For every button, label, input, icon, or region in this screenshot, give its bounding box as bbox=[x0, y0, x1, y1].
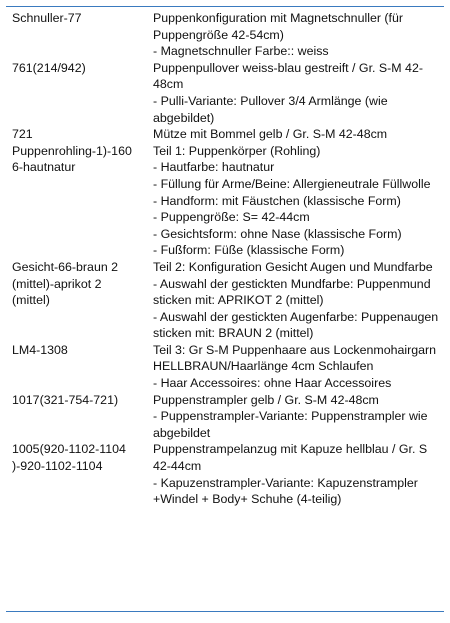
table-row bbox=[12, 10, 444, 60]
description-line: - Gesichtsform: ohne Nase (klassische Form) bbox=[153, 226, 402, 241]
description-line: - Handform: mit Fäustchen (klassische Form) bbox=[153, 193, 401, 208]
table-top-rule bbox=[6, 6, 444, 7]
description-line: - Kapuzenstrampler-Variante: Kapuzenstrampler +Windel + Body+ Schuhe (4-teilig) bbox=[153, 475, 418, 507]
description-line: Mütze mit Bommel gelb / Gr. S-M 42-48cm bbox=[153, 127, 388, 142]
item-description bbox=[153, 143, 443, 259]
item-code: Puppenrohling-1)-160 6-hautnatur bbox=[12, 143, 132, 175]
table-row bbox=[12, 60, 444, 126]
description-line: - Füllung für Arme/Beine: Allergieneutrale Füllwolle bbox=[153, 176, 431, 191]
item-description bbox=[153, 441, 443, 507]
order-items-table bbox=[12, 10, 444, 508]
item-code: 1017(321-754-721) bbox=[12, 392, 119, 407]
description-line: - Magnetschnuller Farbe:: weiss bbox=[153, 44, 329, 59]
item-code: 1005(920-1102-1104 )-920-1102-1104 bbox=[12, 442, 126, 474]
description-line: Puppenkonfiguration mit Magnetschnuller (für Puppengröße 42-54cm) bbox=[153, 11, 404, 42]
description-line: Teil 3: Gr S-M Puppenhaare aus Lockenmohairgarn HELLBRAUN/Haarlänge 4cm Schlaufen bbox=[153, 342, 437, 374]
description-line: - Auswahl der gestickten Mundfarbe: Puppenmund sticken mit: APRIKOT 2 (mittel) bbox=[153, 276, 431, 308]
table-row bbox=[12, 126, 444, 143]
item-description bbox=[153, 10, 443, 60]
table-row bbox=[12, 392, 444, 442]
table-row bbox=[12, 342, 444, 392]
item-code: Gesicht-66-braun 2 (mittel)-aprikot 2 (mittel) bbox=[12, 259, 119, 308]
item-code: 761(214/942) bbox=[12, 60, 86, 75]
item-description bbox=[153, 392, 443, 442]
description-line: - Puppenstrampler-Variante: Puppenstrampler wie abgebildet bbox=[153, 409, 428, 440]
item-description bbox=[153, 60, 443, 126]
item-code: Schnuller-77 bbox=[12, 11, 82, 25]
description-line: - Puppengröße: S= 42-44cm bbox=[153, 210, 310, 225]
item-code: 721 bbox=[12, 127, 33, 142]
description-line: Puppenstrampelanzug mit Kapuze hellblau / Gr. S 42-44cm bbox=[153, 442, 428, 474]
item-description bbox=[153, 126, 443, 143]
table-bottom-rule bbox=[6, 611, 444, 612]
description-line: - Haar Accessoires: ohne Haar Accessoires bbox=[153, 376, 392, 391]
item-description bbox=[153, 259, 443, 342]
description-line: - Fußform: Füße (klassische Form) bbox=[153, 243, 345, 258]
description-line: Teil 2: Konfiguration Gesicht Augen und Mundfarbe bbox=[153, 259, 433, 274]
description-line: - Hautfarbe: hautnatur bbox=[153, 160, 275, 175]
table-row bbox=[12, 259, 444, 342]
table-row bbox=[12, 441, 444, 507]
table-row bbox=[12, 143, 444, 259]
description-line: - Pulli-Variante: Pullover 3/4 Armlänge (wie abgebildet) bbox=[153, 93, 388, 125]
description-line: Puppenpullover weiss-blau gestreift / Gr. S-M 42-48cm bbox=[153, 60, 423, 92]
description-line: - Auswahl der gestickten Augenfarbe: Puppenaugen sticken mit: BRAUN 2 (mittel) bbox=[153, 309, 439, 341]
description-line: Teil 1: Puppenkörper (Rohling) bbox=[153, 143, 321, 158]
item-description bbox=[153, 342, 443, 392]
description-line: Puppenstrampler gelb / Gr. S-M 42-48cm bbox=[153, 392, 379, 407]
item-code: LM4-1308 bbox=[12, 342, 68, 357]
